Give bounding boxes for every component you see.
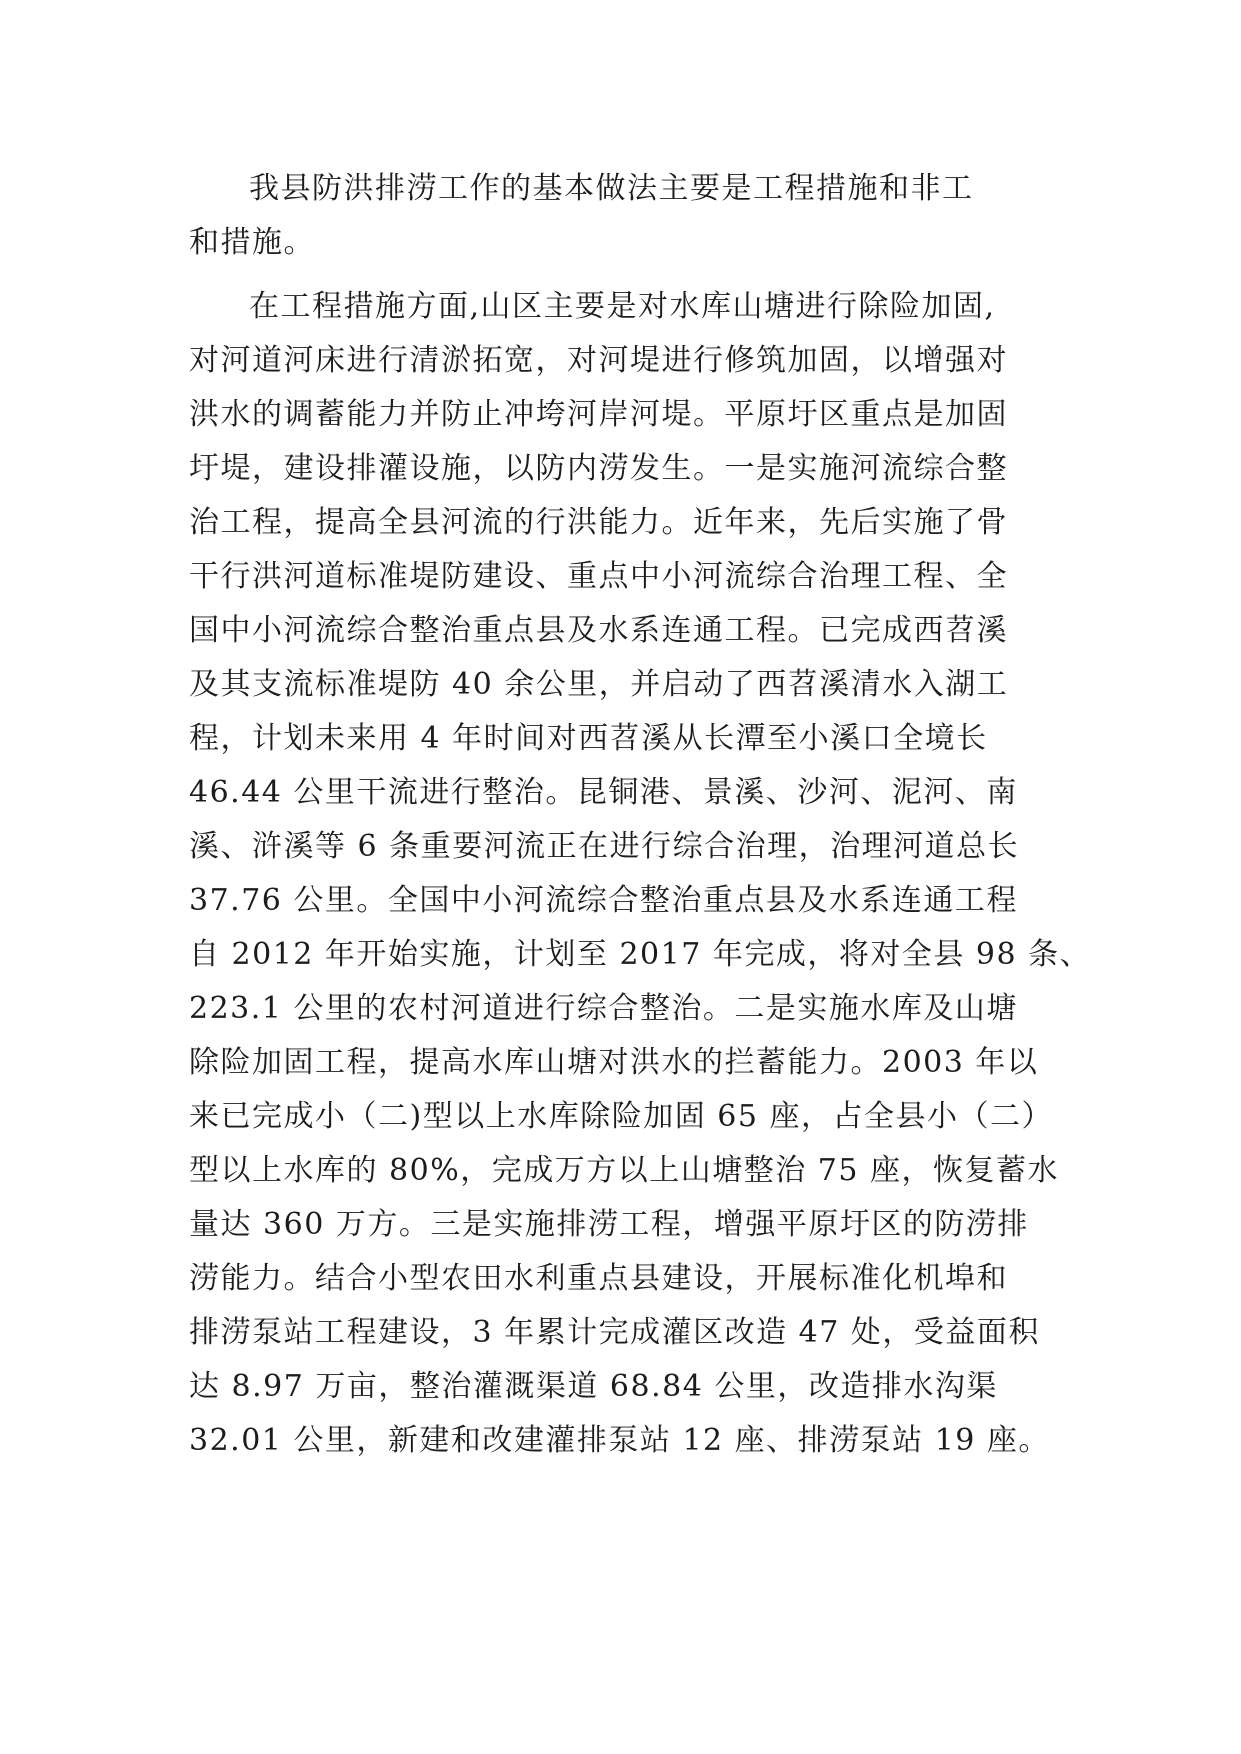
- text-line: 治工程，提高全县河流的行洪能力。近年来，先后实施了骨: [189, 505, 1008, 540]
- text-line: 223.1 公里的农村河道进行综合整治。二是实施水库及山塘: [189, 991, 1018, 1026]
- text-line: 量达 360 万方。三是实施排涝工程，增强平原圩区的防涝排: [189, 1207, 1029, 1242]
- text-line: 和措施。: [189, 225, 315, 260]
- text-line: 在工程措施方面,山区主要是对水库山塘进行除险加固,: [249, 289, 996, 324]
- text-line: 37.76 公里。全国中小河流综合整治重点县及水系连通工程: [189, 883, 1018, 918]
- text-line: 涝能力。结合小型农田水利重点县建设，开展标准化机埠和: [189, 1261, 1008, 1296]
- text-line: 自 2012 年开始实施，计划至 2017 年完成，将对全县 98 条、: [189, 937, 1092, 972]
- text-line: 排涝泵站工程建设，3 年累计完成灌区改造 47 处，受益面积: [189, 1315, 1040, 1350]
- text-line: 我县防洪排涝工作的基本做法主要是工程措施和非工: [249, 171, 974, 206]
- text-line: 溪、浒溪等 6 条重要河流正在进行综合治理，治理河道总长: [189, 829, 1020, 864]
- paragraph-1: [189, 162, 1089, 270]
- text-line: 32.01 公里，新建和改建灌排泵站 12 座、排涝泵站 19 座。: [189, 1423, 1050, 1458]
- text-line: 来已完成小（二)型以上水库除险加固 65 座，占全县小（二）: [189, 1099, 1053, 1134]
- text-line: 干行洪河道标准堤防建设、重点中小河流综合治理工程、全: [189, 559, 1008, 594]
- text-line: 程，计划未来用 4 年时间对西苕溪从长潭至小溪口全境长: [189, 721, 988, 756]
- text-line: 圩堤，建设排灌设施，以防内涝发生。一是实施河流综合整: [189, 451, 1008, 486]
- text-line: 对河道河床进行清淤拓宽，对河堤进行修筑加固，以增强对: [189, 343, 1008, 378]
- text-line: 洪水的调蓄能力并防止冲垮河岸河堤。平原圩区重点是加固: [189, 397, 1008, 432]
- text-line: 型以上水库的 80%，完成万方以上山塘整治 75 座，恢复蓄水: [189, 1153, 1059, 1188]
- text-line: 达 8.97 万亩，整治灌溉渠道 68.84 公里，改造排水沟渠: [189, 1369, 998, 1404]
- paragraph-2: [189, 280, 1092, 1468]
- text-line: 及其支流标准堤防 40 余公里，并启动了西苕溪清水入湖工: [189, 667, 1009, 702]
- text-line: 除险加固工程，提高水库山塘对洪水的拦蓄能力。2003 年以: [189, 1045, 1039, 1080]
- text-line: 国中小河流综合整治重点县及水系连通工程。已完成西苕溪: [189, 613, 1008, 648]
- text-line: 46.44 公里干流进行整治。昆铜港、景溪、沙河、泥河、南: [189, 775, 1018, 810]
- body-text: [189, 162, 1092, 1468]
